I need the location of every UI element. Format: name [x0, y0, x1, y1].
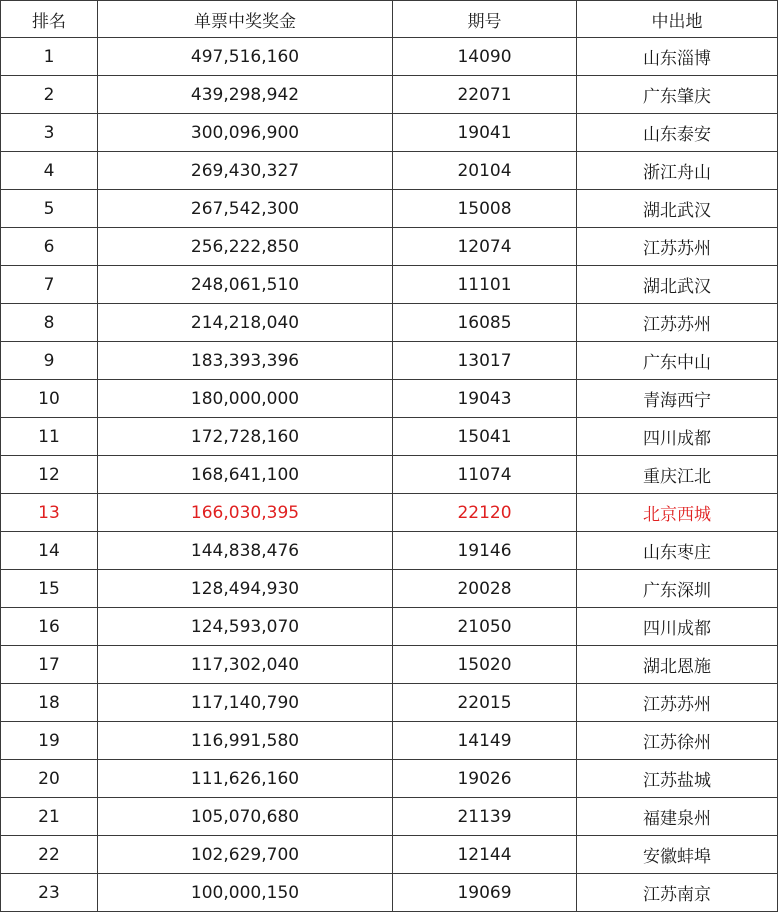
amount-cell: 100,000,150: [98, 874, 393, 912]
amount-cell: 105,070,680: [98, 798, 393, 836]
table-row: [1, 570, 778, 608]
table-row: [1, 228, 778, 266]
issue-cell: 19069: [393, 874, 577, 912]
table-row: [1, 190, 778, 228]
amount-cell: 168,641,100: [98, 456, 393, 494]
rank-cell: 7: [1, 266, 98, 304]
rank-cell: 5: [1, 190, 98, 228]
amount-cell: 248,061,510: [98, 266, 393, 304]
location-cell: 江苏盐城: [577, 760, 778, 798]
issue-cell: 14090: [393, 38, 577, 76]
location-cell: 江苏苏州: [577, 684, 778, 722]
amount-cell: 166,030,395: [98, 494, 393, 532]
table-row: [1, 38, 778, 76]
location-cell: 江苏南京: [577, 874, 778, 912]
amount-cell: 439,298,942: [98, 76, 393, 114]
rank-cell: 17: [1, 646, 98, 684]
table-row: [1, 342, 778, 380]
amount-cell: 497,516,160: [98, 38, 393, 76]
amount-cell: 256,222,850: [98, 228, 393, 266]
location-cell: 湖北武汉: [577, 266, 778, 304]
amount-cell: 102,629,700: [98, 836, 393, 874]
issue-cell: 21050: [393, 608, 577, 646]
issue-cell: 11074: [393, 456, 577, 494]
amount-cell: 172,728,160: [98, 418, 393, 456]
location-cell: 广东深圳: [577, 570, 778, 608]
location-cell: 浙江舟山: [577, 152, 778, 190]
table-row: [1, 266, 778, 304]
issue-cell: 22015: [393, 684, 577, 722]
issue-cell: 19026: [393, 760, 577, 798]
issue-cell: 12074: [393, 228, 577, 266]
rank-cell: 9: [1, 342, 98, 380]
amount-cell: 116,991,580: [98, 722, 393, 760]
table-row: [1, 494, 778, 532]
rank-cell: 16: [1, 608, 98, 646]
location-cell: 青海西宁: [577, 380, 778, 418]
table-row: [1, 608, 778, 646]
location-cell: 重庆江北: [577, 456, 778, 494]
rank-cell: 8: [1, 304, 98, 342]
rank-cell: 20: [1, 760, 98, 798]
rank-cell: 6: [1, 228, 98, 266]
amount-cell: 180,000,000: [98, 380, 393, 418]
table-row: [1, 874, 778, 912]
rank-cell: 1: [1, 38, 98, 76]
table-row: [1, 798, 778, 836]
location-cell: 山东枣庄: [577, 532, 778, 570]
table-row: [1, 114, 778, 152]
amount-cell: 267,542,300: [98, 190, 393, 228]
amount-cell: 124,593,070: [98, 608, 393, 646]
amount-cell: 111,626,160: [98, 760, 393, 798]
issue-cell: 19043: [393, 380, 577, 418]
issue-cell: 22071: [393, 76, 577, 114]
issue-cell: 16085: [393, 304, 577, 342]
rank-cell: 4: [1, 152, 98, 190]
table-header: [1, 1, 778, 38]
location-cell: 山东淄博: [577, 38, 778, 76]
issue-cell: 13017: [393, 342, 577, 380]
location-cell: 江苏苏州: [577, 228, 778, 266]
table-row: [1, 76, 778, 114]
table-row: [1, 418, 778, 456]
rank-cell: 22: [1, 836, 98, 874]
issue-cell: 22120: [393, 494, 577, 532]
rank-cell: 2: [1, 76, 98, 114]
rank-cell: 19: [1, 722, 98, 760]
rank-cell: 21: [1, 798, 98, 836]
rank-cell: 15: [1, 570, 98, 608]
amount-cell: 117,140,790: [98, 684, 393, 722]
issue-cell: 15008: [393, 190, 577, 228]
amount-cell: 300,096,900: [98, 114, 393, 152]
table-row: [1, 304, 778, 342]
location-cell: 广东中山: [577, 342, 778, 380]
table-row: [1, 722, 778, 760]
location-cell: 安徽蚌埠: [577, 836, 778, 874]
table-row: [1, 684, 778, 722]
issue-cell: 12144: [393, 836, 577, 874]
issue-cell: 19146: [393, 532, 577, 570]
rank-cell: 23: [1, 874, 98, 912]
location-cell: 江苏徐州: [577, 722, 778, 760]
location-cell: 山东泰安: [577, 114, 778, 152]
issue-cell: 11101: [393, 266, 577, 304]
amount-cell: 214,218,040: [98, 304, 393, 342]
issue-cell: 15041: [393, 418, 577, 456]
issue-cell: 14149: [393, 722, 577, 760]
location-cell: 广东肇庆: [577, 76, 778, 114]
header-rank: 排名: [1, 1, 98, 38]
table-row: [1, 646, 778, 684]
issue-cell: 20028: [393, 570, 577, 608]
table-body: [1, 38, 778, 912]
issue-cell: 15020: [393, 646, 577, 684]
header-issue: 期号: [393, 1, 577, 38]
table-row: [1, 836, 778, 874]
table-row: [1, 532, 778, 570]
rank-cell: 18: [1, 684, 98, 722]
location-cell: 江苏苏州: [577, 304, 778, 342]
header-amount: 单票中奖奖金: [98, 1, 393, 38]
rank-cell: 3: [1, 114, 98, 152]
issue-cell: 19041: [393, 114, 577, 152]
header-location: 中出地: [577, 1, 778, 38]
amount-cell: 144,838,476: [98, 532, 393, 570]
amount-cell: 128,494,930: [98, 570, 393, 608]
location-cell: 四川成都: [577, 418, 778, 456]
rank-cell: 12: [1, 456, 98, 494]
table-row: [1, 152, 778, 190]
location-cell: 四川成都: [577, 608, 778, 646]
table-row: [1, 760, 778, 798]
location-cell: 福建泉州: [577, 798, 778, 836]
rank-cell: 11: [1, 418, 98, 456]
issue-cell: 21139: [393, 798, 577, 836]
header-row: [1, 1, 778, 38]
rank-cell: 14: [1, 532, 98, 570]
location-cell: 北京西城: [577, 494, 778, 532]
table-row: [1, 380, 778, 418]
rank-cell: 13: [1, 494, 98, 532]
location-cell: 湖北武汉: [577, 190, 778, 228]
amount-cell: 183,393,396: [98, 342, 393, 380]
location-cell: 湖北恩施: [577, 646, 778, 684]
amount-cell: 269,430,327: [98, 152, 393, 190]
amount-cell: 117,302,040: [98, 646, 393, 684]
rank-cell: 10: [1, 380, 98, 418]
table-row: [1, 456, 778, 494]
issue-cell: 20104: [393, 152, 577, 190]
